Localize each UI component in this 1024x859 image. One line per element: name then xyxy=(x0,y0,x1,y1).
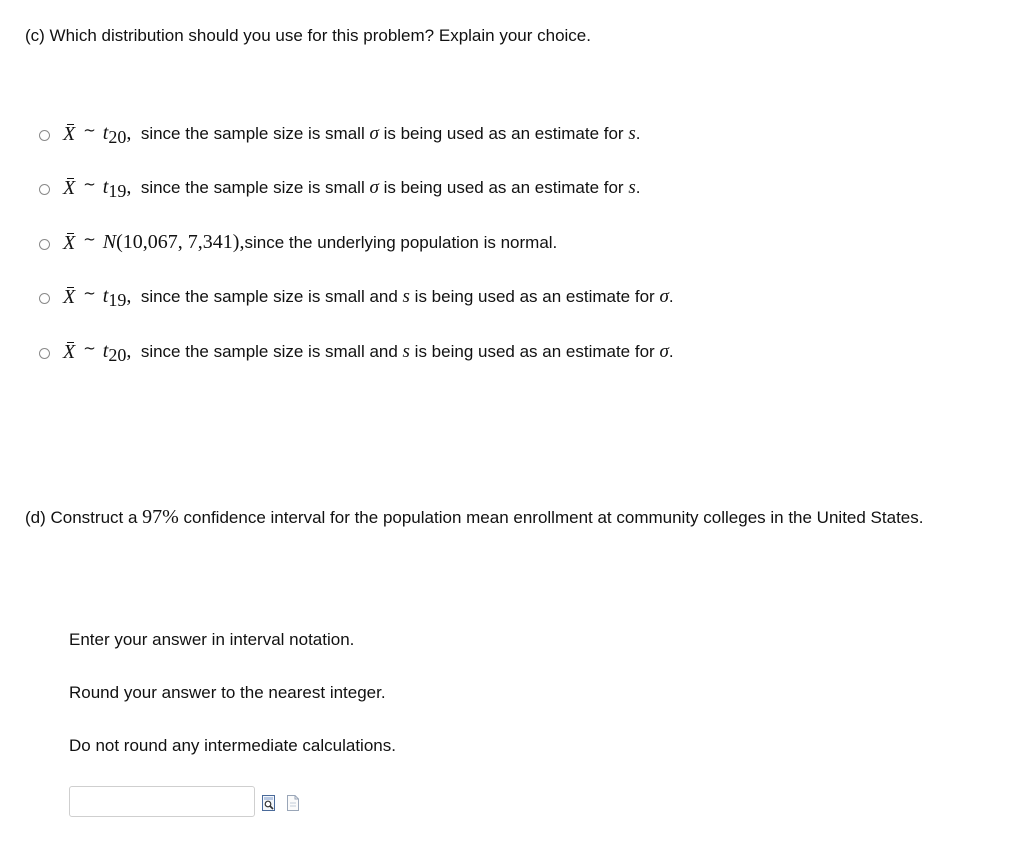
radio-button[interactable] xyxy=(39,348,50,359)
question-c-prompt: (c) Which distribution should you use for this problem? Explain your choice. xyxy=(25,26,591,45)
distribution-symbol: t xyxy=(102,176,109,199)
degrees-of-freedom: 19 xyxy=(108,181,127,202)
x-bar-symbol: X xyxy=(63,177,76,200)
comma: , xyxy=(126,122,132,144)
answer-input[interactable] xyxy=(69,786,255,817)
tilde-symbol: ~ xyxy=(83,284,96,303)
distribution-symbol: t xyxy=(102,122,109,144)
radio-button[interactable] xyxy=(39,239,50,250)
distribution-symbol: t xyxy=(102,285,109,308)
choice-text: since the sample size is small and s is being used as an estimate for σ. xyxy=(136,340,674,362)
x-bar-symbol: X xyxy=(63,231,76,254)
tilde-symbol: ~ xyxy=(83,175,96,194)
instruction-round-integer: Round your answer to the nearest integer. xyxy=(69,683,386,702)
choice-text: since the underlying population is normal. xyxy=(244,232,558,252)
choice-option-4[interactable] xyxy=(39,285,979,339)
radio-button[interactable] xyxy=(39,184,50,195)
degrees-of-freedom: 19 xyxy=(108,290,127,311)
comma: , xyxy=(126,176,132,199)
choice-option-5[interactable] xyxy=(39,340,979,394)
choice-text: since the sample size is small σ is being used as an estimate for s. xyxy=(136,177,641,199)
comma: , xyxy=(126,339,132,362)
choice-option-3[interactable] xyxy=(39,231,979,285)
choice-option-1[interactable] xyxy=(39,122,979,176)
degrees-of-freedom: 20 xyxy=(108,344,127,365)
choice-text: since the sample size is small and s is being used as an estimate for σ. xyxy=(136,286,674,308)
instruction-interval-notation: Enter your answer in interval notation. xyxy=(69,630,355,649)
x-bar-symbol: X xyxy=(63,123,76,145)
tilde-symbol: ~ xyxy=(83,229,96,248)
choice-text: since the sample size is small σ is being used as an estimate for s. xyxy=(136,123,641,144)
instruction-no-intermediate-rounding: Do not round any intermediate calculations. xyxy=(69,736,396,755)
x-bar-symbol: X xyxy=(63,340,76,363)
comma: , xyxy=(126,285,132,308)
radio-button[interactable] xyxy=(39,293,50,304)
confidence-percent: 97% xyxy=(142,506,179,528)
document-icon[interactable] xyxy=(285,794,301,812)
degrees-of-freedom: 20 xyxy=(108,127,127,147)
distribution-symbol: N xyxy=(102,230,117,253)
preview-icon[interactable] xyxy=(261,794,277,812)
x-bar-symbol: X xyxy=(63,286,76,309)
normal-parameters: (10,067, 7,341) xyxy=(116,230,240,253)
distribution-choices xyxy=(39,122,979,394)
tilde-symbol: ~ xyxy=(83,121,96,139)
choice-option-2[interactable] xyxy=(39,176,979,230)
radio-button[interactable] xyxy=(39,130,50,141)
tilde-symbol: ~ xyxy=(83,338,96,357)
distribution-symbol: t xyxy=(102,339,109,362)
question-d-prompt: (d) Construct a 97% confidence interval for the population mean enrollment at community colleges in the United States. xyxy=(25,506,924,528)
comma: , xyxy=(239,230,245,253)
